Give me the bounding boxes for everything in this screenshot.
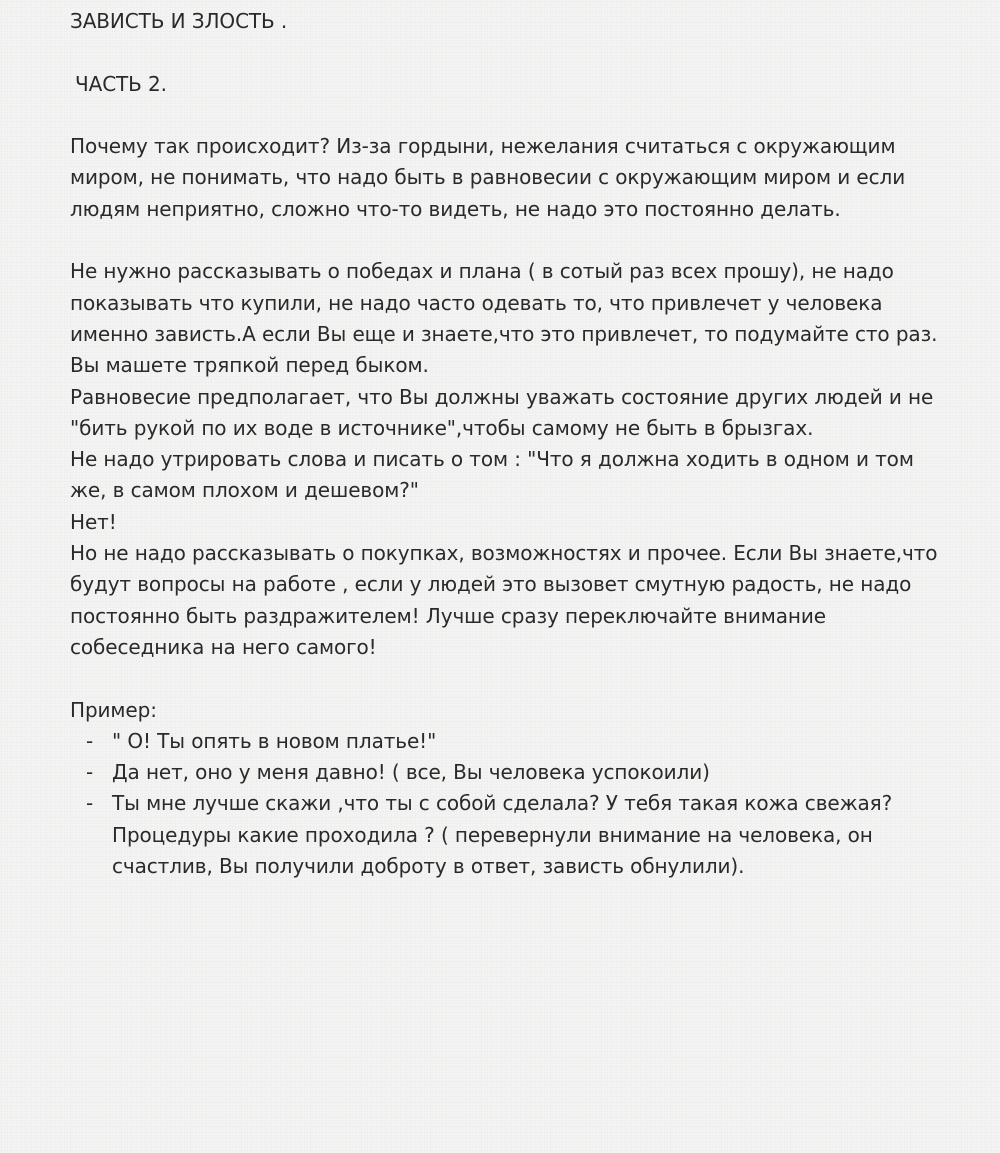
- paragraph-1: [70, 131, 990, 225]
- paragraph-line: "бить рукой по их воде в источнике",чтобы самому не быть в брызгах.: [70, 415, 814, 440]
- list-item: [70, 788, 990, 819]
- paragraph-line: Не нужно рассказывать о победах и плана ( в сотый раз всех прошу), не надо: [70, 259, 894, 284]
- document-title: ЗАВИСТЬ И ЗЛОСТЬ .: [70, 9, 288, 33]
- blank-line: [70, 100, 990, 131]
- paragraph-line: Равновесие предполагает, что Вы должны уважать состояние других людей и не: [70, 384, 934, 409]
- list-item-continuation: Процедуры какие проходила ? ( перевернули внимание на человека, он: [112, 822, 873, 847]
- list-dash: -: [86, 791, 94, 816]
- paragraph-line: же, в самом плохом и дешевом?": [70, 478, 419, 503]
- paragraph-line: постоянно быть раздражителем! Лучше сразу переключайте внимание: [70, 603, 826, 628]
- paragraph-2: [70, 256, 990, 663]
- blank-line: [70, 663, 990, 694]
- paragraph-line: миром, не понимать, что надо быть в равновесии с окружающим миром и если: [70, 165, 906, 190]
- paragraph-line: Но не надо рассказывать о покупках, возможностях и прочее. Если Вы знаете,что: [70, 541, 938, 566]
- list-item: [70, 726, 990, 757]
- paragraph-line: Не надо утрировать слова и писать о том : "Что я должна ходить в одном и том: [70, 447, 914, 472]
- paragraph-line: Вы машете тряпкой перед быком.: [70, 353, 429, 378]
- blank-line: [70, 225, 990, 256]
- list-dash: -: [86, 728, 94, 753]
- paragraph-line: Нет!: [70, 509, 117, 534]
- paragraph-line: людям неприятно, сложно что-то видеть, не надо это постоянно делать.: [70, 196, 841, 221]
- paragraph-line: Почему так происходит? Из-за гордыни, нежелания считаться с окружающим: [70, 134, 896, 159]
- example-list: [70, 726, 990, 882]
- document-text: [70, 6, 990, 882]
- list-item-text: " О! Ты опять в новом платье!": [112, 728, 437, 753]
- part-heading: ЧАСТЬ 2.: [75, 71, 167, 96]
- list-item-continuation: счастлив, Вы получили доброту в ответ, зависть обнулили).: [112, 854, 745, 879]
- paragraph-line: собеседника на него самого!: [70, 634, 377, 659]
- list-item-text: Ты мне лучше скажи ,что ты с собой сделала? У тебя такая кожа свежая?: [112, 791, 893, 816]
- list-dash: -: [86, 760, 94, 785]
- list-item-text: Да нет, оно у меня давно! ( все, Вы человека успокоили): [112, 760, 710, 785]
- blank-line: [70, 37, 990, 68]
- list-item: [70, 757, 990, 788]
- paragraph-line: будут вопросы на работе , если у людей это вызовет смутную радость, не надо: [70, 572, 912, 597]
- example-label: Пример:: [70, 697, 157, 722]
- paragraph-line: показывать что купили, не надо часто одевать то, что привлечет у человека: [70, 290, 883, 315]
- paragraph-line: именно зависть.А если Вы еще и знаете,что это привлечет, то подумайте сто раз.: [70, 321, 938, 346]
